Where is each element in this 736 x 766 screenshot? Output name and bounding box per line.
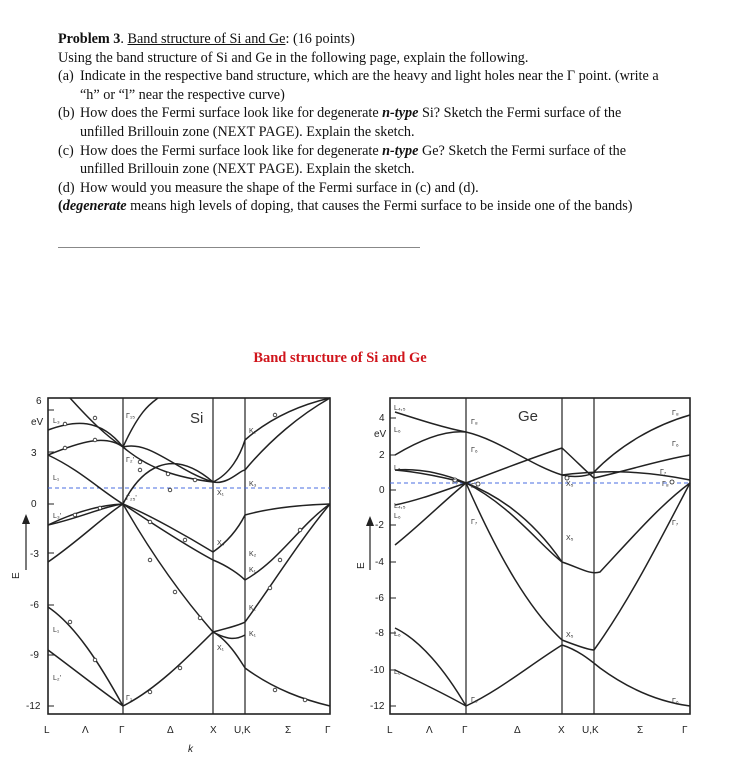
- si-xtick: L: [44, 725, 50, 736]
- problem-title: Problem 3. Band structure of Si and Ge: (16 points): [58, 31, 355, 47]
- problem-number: Problem 3: [58, 31, 121, 47]
- si-panel: [11, 396, 331, 755]
- ge-point-label: Γ₇: [672, 520, 679, 527]
- problem-intro: Using the band structure of Si and Ge in the following page, explain the following.: [58, 49, 529, 66]
- si-point-label: K₂: [249, 551, 257, 558]
- si-point-label: Γ₂₅': [126, 495, 137, 502]
- ge-frame: [390, 398, 690, 714]
- ge-point-label: Γ₇: [660, 469, 667, 476]
- si-xtick: Γ: [325, 725, 331, 736]
- ge-panel: [356, 398, 690, 736]
- problem-points: : (16 points): [285, 31, 355, 47]
- ge-ytick: -2: [375, 520, 384, 531]
- si-point-label: X₁: [217, 490, 225, 497]
- si-point-label: X₁: [217, 645, 225, 652]
- si-ytick: -9: [30, 650, 39, 661]
- ge-point-label: X₅: [566, 632, 574, 639]
- si-unit: eV: [31, 417, 44, 428]
- ge-point-label: L₆: [394, 513, 401, 520]
- ge-point-label: L₆: [394, 669, 401, 676]
- si-xtick: Σ: [285, 725, 292, 736]
- si-ytick: -6: [30, 600, 39, 611]
- si-point-label: L₁: [53, 627, 60, 634]
- si-point-label: Γ₂': [126, 457, 134, 464]
- ge-ytick: 2: [379, 450, 385, 461]
- si-ytick: 6: [36, 396, 42, 407]
- ge-point-label: Γ₈: [672, 410, 679, 417]
- ge-point-label: X₅: [566, 481, 574, 488]
- si-material-label: Si: [190, 410, 204, 427]
- ge-point-label: Γ₈: [471, 483, 478, 490]
- figure-title: Band structure of Si and Ge: [253, 350, 427, 366]
- question-a: (a) Indicate in the respective band structure, which are the heavy and light holes near the Γ point. (write a “h” or “l” near the respective curve): [58, 68, 659, 103]
- si-ytick: -3: [30, 549, 39, 560]
- si-point-label: K₃: [249, 481, 257, 488]
- ge-ytick: -4: [375, 557, 384, 568]
- ge-point-label: Γ₆: [672, 441, 679, 448]
- ge-point-label: Γ₈: [471, 419, 478, 426]
- ge-point-label: L₆: [394, 631, 401, 638]
- si-point-label: K₁: [249, 567, 257, 574]
- si-frame: [48, 398, 330, 714]
- ge-point-label: Γ₆: [471, 697, 478, 704]
- ge-ytick: 0: [379, 485, 385, 496]
- ge-xtick: U,K: [582, 725, 599, 736]
- ge-unit: eV: [374, 429, 387, 440]
- ge-ytick: 4: [379, 413, 385, 424]
- ge-ytick: -12: [370, 701, 385, 712]
- ge-xtick: L: [387, 725, 393, 736]
- ge-point-label: Γ₆: [672, 698, 679, 705]
- ge-xtick: Γ: [462, 725, 468, 736]
- si-point-label: L₃: [53, 418, 60, 425]
- si-xtick: U,K: [234, 725, 251, 736]
- si-ytick: 3: [31, 448, 37, 459]
- si-point-label: L₂': [53, 675, 61, 682]
- ge-ytick: -10: [370, 665, 385, 676]
- si-point-label: Γ₁₅: [126, 413, 136, 420]
- ge-xtick: Γ: [682, 725, 688, 736]
- question-b: (b) How does the Fermi surface look like for degenerate n-type Si? Sketch the Fermi surface of the unfilled Brillouin zone (NEXT PAGE). Explain the sketch.: [58, 105, 622, 140]
- si-point-label: Γ₁: [126, 695, 133, 702]
- si-xtick: X: [210, 725, 217, 736]
- ge-markers: [453, 476, 674, 486]
- si-ytick: -12: [26, 701, 41, 712]
- question-d: (d) How would you measure the shape of the Fermi surface in (c) and (d).: [58, 179, 479, 196]
- problem-topic: Band structure of Si and Ge: [127, 31, 286, 47]
- ge-bands: [395, 412, 690, 706]
- si-point-label: L₁: [53, 475, 60, 482]
- ge-point-label: L₄,₅: [394, 405, 406, 412]
- ge-point-label: L₆: [394, 465, 401, 472]
- ge-xtick: Σ: [637, 725, 644, 736]
- si-xtick: Γ: [119, 725, 125, 736]
- si-point-label: K₁: [249, 428, 257, 435]
- ge-point-label: Γ₇: [471, 519, 478, 526]
- ge-point-label: X₅: [566, 535, 574, 542]
- degenerate-note: (degenerate means high levels of doping, that causes the Fermi surface to be inside one of the bands): [58, 198, 633, 215]
- ge-xtick: Δ: [514, 725, 521, 736]
- si-point-label: L₃': [53, 513, 62, 520]
- ge-ytick: -8: [375, 628, 384, 639]
- ge-energy-label: E: [356, 562, 367, 569]
- si-point-label: K₁: [249, 631, 257, 638]
- ge-point-label: Γ₆: [471, 447, 478, 454]
- si-ytick: 0: [31, 499, 37, 510]
- si-energy-label: E: [11, 572, 22, 579]
- ge-point-label: Γ₇: [452, 479, 459, 486]
- ge-material-label: Ge: [518, 408, 539, 425]
- si-xtick: Δ: [167, 725, 174, 736]
- ge-xtick: Λ: [426, 725, 433, 736]
- question-c: (c) How does the Fermi surface look like for degenerate n-type Ge? Sketch the Fermi surface of the unfilled Brillouin zone (NEXT PAGE). Explain the sketch.: [58, 142, 627, 178]
- si-point-label: X₄: [217, 540, 225, 547]
- ge-ytick: -6: [375, 593, 384, 604]
- ge-point-label: Γ₈: [662, 481, 669, 488]
- ge-point-label: L₆: [394, 427, 401, 434]
- si-k-label: k: [188, 744, 193, 755]
- ge-point-label: L₄,₅: [394, 503, 406, 510]
- ge-xtick: X: [558, 725, 565, 736]
- si-point-label: K₁: [249, 605, 257, 612]
- si-xtick: Λ: [82, 725, 89, 736]
- si-bands: [48, 398, 330, 706]
